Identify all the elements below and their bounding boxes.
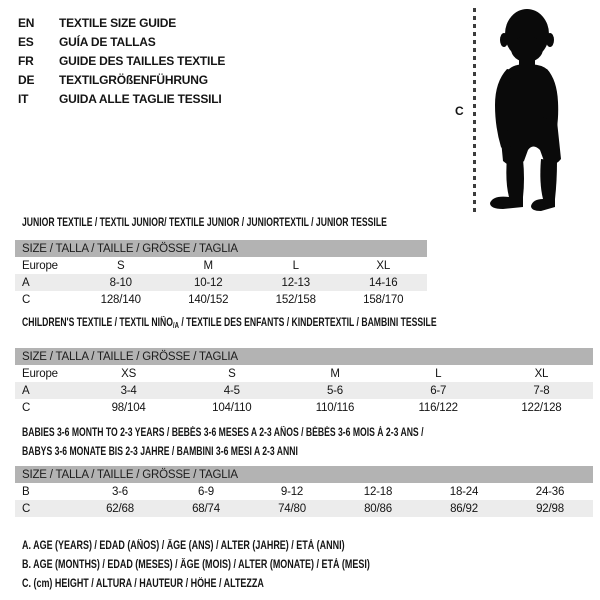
- language-row: [18, 13, 225, 32]
- size-value-cell: 62/68: [106, 502, 134, 515]
- size-value-cell: 140/152: [188, 293, 229, 306]
- size-value-cell: S: [117, 259, 125, 272]
- table-title: [22, 317, 593, 332]
- row-label: A: [22, 276, 30, 289]
- table-title-text: JUNIOR TEXTILE / TEXTIL JUNIOR/ TEXTILE JUNIOR / JUNIORTEXTIL / JUNIOR TESSILE: [22, 217, 387, 229]
- size-value-cell: 3-4: [120, 384, 137, 397]
- size-value-cell: 122/128: [521, 401, 562, 414]
- row-label: C: [22, 502, 31, 515]
- language-code: EN: [18, 15, 35, 30]
- language-guide-title: GUÍA DE TALLAS: [59, 34, 156, 49]
- table-row: [15, 291, 427, 308]
- size-header-bar: SIZE / TALLA / TAILLE / GRÖSSE / TAGLIA: [15, 466, 593, 483]
- language-code: ES: [18, 34, 34, 49]
- size-value-cell: 6-9: [197, 485, 215, 498]
- size-value-cell: 128/140: [100, 293, 141, 306]
- language-guide-title: GUIDA ALLE TAGLIE TESSILI: [59, 91, 222, 106]
- size-value-cell: M: [203, 259, 213, 272]
- junior-textile-section: [15, 217, 427, 308]
- table-row: [15, 399, 593, 416]
- size-header-bar: SIZE / TALLA / TAILLE / GRÖSSE / TAGLIA: [15, 348, 593, 365]
- size-value-cell: 9-12: [280, 485, 304, 498]
- language-code: FR: [18, 53, 34, 68]
- table-title: [22, 217, 427, 230]
- language-row: [18, 70, 225, 89]
- size-value-cell: 4-5: [223, 384, 240, 397]
- language-code: IT: [18, 91, 29, 106]
- size-value-cell: 3-6: [111, 485, 129, 498]
- language-guide-title: GUIDE DES TAILLES TEXTILE: [59, 53, 226, 68]
- language-row: [18, 89, 225, 108]
- size-value-cell: 92/98: [536, 502, 564, 515]
- size-value-cell: XL: [376, 259, 391, 272]
- size-value-cell: 7-8: [533, 384, 550, 397]
- table-title-line: [22, 317, 450, 332]
- language-code: DE: [18, 72, 35, 87]
- table-title: [22, 424, 593, 462]
- row-label: Europe: [22, 259, 58, 272]
- size-value-cell: 5-6: [326, 384, 344, 397]
- table-row: [15, 382, 593, 399]
- babies-textile-section: [15, 424, 593, 517]
- size-value-cell: XL: [534, 367, 549, 380]
- table-title-text: / TEXTILE DES ENFANTS / KINDERTEXTIL / BAMBINI TESSILE: [178, 317, 437, 329]
- size-value-cell: M: [330, 367, 340, 380]
- size-value-cell: 14-16: [369, 276, 398, 289]
- table-title-text: BABYS 3-6 MONATE BIS 2-3 JAHRE / BAMBINI 3-6 MESI A 2-3 ANNI: [22, 446, 298, 458]
- table-title-text: BABIES 3-6 MONTH TO 2-3 YEARS / BEBÉS 3-6 MESES A 2-3 AÑOS / BÉBÉS 3-6 MOIS À 2-3 ANS /: [22, 427, 424, 439]
- size-value-cell: L: [435, 367, 442, 380]
- height-measure-label: C: [455, 104, 464, 118]
- size-value-cell: 74/80: [278, 502, 306, 515]
- size-value-cell: S: [228, 367, 236, 380]
- footnote-line: A. AGE (YEARS) / EDAD (AÑOS) / ÂGE (ANS) / ALTER (JAHRE) / ETÀ (ANNI): [22, 540, 345, 552]
- size-value-cell: 116/122: [418, 401, 458, 414]
- size-value-cell: 152/158: [275, 293, 316, 306]
- table-row: [15, 483, 593, 500]
- row-label: A: [22, 384, 30, 397]
- table-row: [15, 365, 593, 382]
- size-value-cell: 80/86: [364, 502, 392, 515]
- row-label: C: [22, 401, 31, 414]
- size-value-cell: XS: [121, 367, 137, 380]
- size-header-bar: SIZE / TALLA / TAILLE / GRÖSSE / TAGLIA: [15, 240, 427, 257]
- language-guide-title: TEXTILGRÖßENFÜHRUNG: [59, 72, 208, 87]
- table-row: [15, 274, 427, 291]
- table-title-line: [22, 443, 450, 462]
- legend-footnotes: [22, 537, 468, 594]
- table-title-line: [22, 217, 387, 230]
- size-value-cell: 98/104: [111, 401, 146, 414]
- size-value-cell: 12-18: [363, 485, 393, 498]
- toddler-silhouette-icon: [487, 7, 577, 211]
- size-value-cell: 68/74: [192, 502, 220, 515]
- size-value-cell: L: [292, 259, 299, 272]
- size-value-cell: 110/116: [315, 401, 355, 414]
- table-row: [15, 500, 593, 517]
- size-value-cell: 24-36: [535, 485, 565, 498]
- size-value-cell: 104/110: [212, 401, 252, 414]
- row-label: Europe: [22, 367, 58, 380]
- footnote-line: B. AGE (MONTHS) / EDAD (MESES) / ÂGE (MOIS) / ALTER (MONATE) / ETÀ (MESI): [22, 559, 370, 571]
- language-row: [18, 32, 225, 51]
- language-guide-title: TEXTILE SIZE GUIDE: [59, 15, 177, 30]
- height-measure-dotted-line: [473, 8, 476, 212]
- language-title-list: [18, 13, 225, 108]
- footnote-line: C. (cm) HEIGHT / ALTURA / HAUTEUR / HÖHE / ALTEZZA: [22, 578, 264, 590]
- row-label: C: [22, 293, 31, 306]
- table-title-line: [22, 424, 450, 443]
- table-title-text: CHILDREN'S TEXTILE / TEXTIL NIÑO: [22, 317, 173, 329]
- size-value-cell: 8-10: [109, 276, 132, 289]
- children-textile-section: [15, 317, 593, 416]
- language-row: [18, 51, 225, 70]
- size-value-cell: 86/92: [450, 502, 478, 515]
- size-value-cell: 10-12: [194, 276, 223, 289]
- row-label: B: [22, 485, 30, 498]
- size-value-cell: 6-7: [430, 384, 447, 397]
- size-value-cell: 158/170: [363, 293, 404, 306]
- table-row: [15, 257, 427, 274]
- table-title-text: /A: [172, 321, 179, 330]
- size-value-cell: 18-24: [449, 485, 479, 498]
- size-value-cell: 12-13: [281, 276, 310, 289]
